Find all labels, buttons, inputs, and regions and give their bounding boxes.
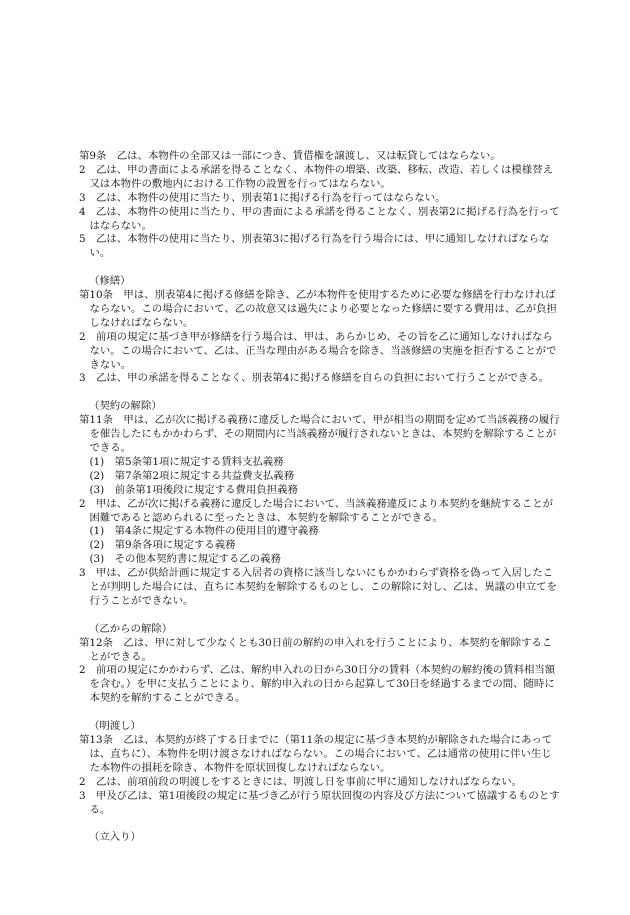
- paragraph: 第12条 乙は、甲に対して少なくとも30日前の解約の申入れを行うことにより、本契約を解除することができる。: [79, 636, 553, 663]
- list-item: (3) 前条第1項後段に規定する費用負担義務: [89, 483, 298, 496]
- article-10: [79, 275, 562, 386]
- spacer: [79, 706, 562, 720]
- paragraph: 第13条 乙は、本契約が終了する日までに（第11条の規定に基づき本契約が解除された場合にあっては、直ちに）、本物件を明け渡さなければならない。この場合において、乙は通常の使用に伴い生じた本物件の損耗を除き、本物件を原状回復しなければならない。: [79, 734, 553, 774]
- paragraph: 3 乙は、甲の承諾を得ることなく、別表第4に掲げる修繕を自らの負担において行うことができる。: [79, 372, 550, 385]
- article-11: [79, 400, 562, 609]
- section-heading: （明渡し）: [89, 720, 141, 733]
- article-12: [79, 623, 562, 706]
- paragraph: 3 甲及び乙は、第1項後段の規定に基づき乙が行う原状回復の内容及び方法について協議するものとする。: [79, 789, 560, 816]
- paragraph: 第10条 甲は、別表第4に掲げる修繕を除き、乙が本物件を使用するために必要な修繕を行わなければならない。この場合において、乙の故意又は過失により必要となった修繕に要する費用は、乙が負担しなければならない。: [79, 289, 557, 329]
- paragraph: 5 乙は、本物件の使用に当たり、別表第3に掲げる行為を行う場合には、甲に通知しなければならない。: [79, 233, 550, 260]
- section-heading: （乙からの解除）: [89, 622, 173, 635]
- spacer: [79, 609, 562, 623]
- list-item: (2) 第9条各項に規定する義務: [89, 539, 236, 552]
- spacer: [79, 817, 562, 831]
- section-heading: （修繕）: [89, 275, 131, 288]
- paragraph: 2 前項の規定に基づき甲が修繕を行う場合は、甲は、あらかじめ、その旨を乙に通知しなければならない。この場合において、乙は、正当な理由がある場合を除き、当該修繕の実施を拒否することができない。: [79, 330, 557, 371]
- list-item: (3) その他本契約書に規定する乙の義務: [89, 553, 281, 566]
- paragraph: 2 甲は、乙が次に掲げる義務に違反した場合において、当該義務違反により本契約を継続することが困難であると認められるに至ったときは、本契約を解除することができる。: [79, 497, 553, 524]
- list-item: (1) 第4条に規定する本物件の使用目的遵守義務: [89, 525, 319, 538]
- paragraph: 第11条 甲は、乙が次に掲げる義務に違反した場合において、甲が相当の期間を定めて当該義務の履行を催告したにもかかわらず、その期間内に当該義務が履行されないときは、本契約を解除することができる。: [79, 414, 560, 454]
- paragraph: 3 甲は、乙が供給計画に規定する入居者の資格に該当しないにもかかわらず資格を偽って入居したことが判明した場合には、直ちに本契約を解除するものとし、この解除に対し、乙は、異議の申立てを行うことができない。: [79, 567, 558, 607]
- paragraph: 2 前項の規定にかかわらず、乙は、解約申入れの日から30日分の賃料（本契約の解約後の賃料相当額を含む。）を甲に支払うことにより、解約申入れの日から起算して30日を経過するまでの間、随時に本契約を解約することができる。: [79, 664, 556, 705]
- section-heading: （契約の解除）: [89, 400, 162, 413]
- spacer: [79, 261, 562, 275]
- paragraph: 2 乙は、前項前段の明渡しをするときには、明渡し日を事前に甲に通知しなければならない。: [79, 775, 523, 788]
- article-9: [79, 150, 562, 261]
- paragraph: 第9条 乙は、本物件の全部又は一部につき、賃借権を譲渡し、又は転貸してはならない。: [79, 150, 501, 162]
- paragraph: 2 乙は、甲の書面による承諾を得ることなく、本物件の増築、改築、移転、改造、若しくは模様替え又は本物件の敷地内における工作物の設置を行ってはならない。: [79, 163, 553, 190]
- paragraph: 4 乙は、本物件の使用に当たり、甲の書面による承諾を得ることなく、別表第2に掲げる行為を行ってはならない。: [79, 205, 560, 232]
- list-item: (1) 第5条第1項に規定する賃料支払義務: [89, 455, 284, 468]
- spacer: [79, 386, 562, 400]
- section-heading: （立入り）: [89, 831, 141, 844]
- paragraph: 3 乙は、本物件の使用に当たり、別表第1に掲げる行為を行ってはならない。: [79, 191, 446, 204]
- list-item: (2) 第7条第2項に規定する共益費支払義務: [89, 469, 295, 482]
- article-14-heading: [79, 831, 562, 845]
- article-13: [79, 720, 562, 817]
